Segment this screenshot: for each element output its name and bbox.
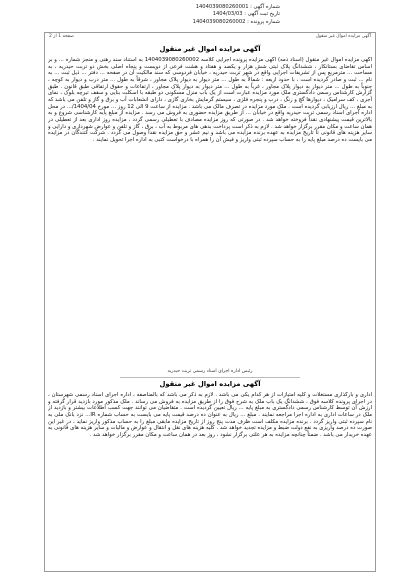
notice2-body: اداری و بارگذاری مستغلات و کلیه امتیازات از هر کدام یکی می باشد . لازم به ذکر می باشد که بالمناصفه ، اداره اجرای اسناد رسمی شهرستان ، در اجرای پرونده کلاسه فوق ، ششدانگ یک باب ملک به شرح فوق را از طریق مزایده به فروش می رساند . ملک مذکور مورد بازدید قرار گرفته و ارزش آن توسط کارشناس رسمی دادگستری به مبلغ پایه ... ریال تعیین گردیده است . متقاضیان می توانند جهت کسب اطلاعات بیشتر و بازدید از ملک در ساعات اداری به اداره اجرا مراجعه نمایند . مبلغ ... ریال به عنوان ده درصد قیمت پایه می بایست به حساب شماره IR... نزد بانک ملی به نام سپرده ثبتی واریز گردد . برنده مزایده مکلف است ظرف مدت پنج روز از تاریخ مزایده مابقی مبلغ را به حساب مذکور واریز نماید ، در غیر این صورت ده درصد واریزی به نفع دولت ضبط و مزایده تجدید خواهد شد . کلیه هزینه های نقل و انتقال و عوارض و مالیات و سایر هزینه های قانونی به عهده خریدار می باشد . ضمناً چنانچه مزایده به هر علتی برگزار نشود ، روز بعد در همان ساعت و مکان مقرر برگزار خواهد شد .	[48, 392, 372, 438]
section-divider	[120, 377, 300, 378]
header-title: آگهی مزایده اموال غیر منقول	[315, 34, 371, 39]
page-header	[45, 33, 375, 40]
notice-number: شماره آگهی : 1404039080260001	[195, 4, 280, 10]
signature-line: رئیس اداره اجرای اسناد رسمی تربت حیدریه	[167, 369, 253, 374]
registration-date: تاریخ ثبت آگهی : 1404/03/03	[212, 11, 280, 18]
notice1-body: آگهی مزایده اموال غیر منقول (اسناد ذمه) آگهی مزایده پرونده اجرایی کلاسه 1404039080260002 به استناد سند رهنی و منجز شماره ... و بر اساس تقاضای بستانکار ، ششدانگ پلاک ثبتی شش هزار و یکصد و هفتاد و هشت فرعی از دویست و پنجاه اصلی بخش دو تربت حیدریه ، به مساحت ... مترمربع پس از تشریفات اجرایی واقع در شهر تربت حیدریه ، خیابان فردوسی که سند مالکیت آن در صفحه ... دفتر ... ذیل ثبت ... به نام ... ثبت و صادر گردیده است ، با حدود اربعه : شمالاً به طول ... متر دیوار به دیوار پلاک مجاور ، شرقاً به طول ... متر درب و دیوار به کوچه ، جنوباً به طول ... متر دیوار به دیوار پلاک مجاور ، غرباً به طول ... متر دیوار به دیوار پلاک مجاور ، ارتفاعات و حقوق ارتفاقی طبق قانون . طبق گزارش کارشناس رسمی دادگستری ملک مورد مزایده عبارت است از یک باب منزل مسکونی دو طبقه با اسکلت بنایی و سقف تیرچه بلوک ، نمای آجری ، کف سرامیک ، دیوارها گچ و رنگ ، درب و پنجره فلزی ، سیستم گرمایش بخاری گازی ، دارای انشعابات آب و برق و گاز و تلفن می باشد که به مبلغ ... ریال ارزیابی گردیده است . ملک مورد مزایده در تصرف مالک می باشد . مزایده از ساعت 9 الی 12 روز ... مورخ 1404/04/... در محل اداره اجرای اسناد رسمی تربت حیدریه واقع در خیابان ... از طریق مزایده حضوری به فروش می رسد . مزایده از مبلغ پایه کارشناسی شروع و به بالاترین قیمت پیشنهادی نقداً فروخته خواهد شد . در صورتی که روز مزایده مصادف با تعطیلی رسمی گردد ، مزایده روز اداری بعد از تعطیلی در همان ساعت و مکان مقرر برگزار خواهد شد . لازم به ذکر است پرداخت بدهی های مربوط به آب ، برق ، گاز و تلفن و عوارض شهرداری و دارایی و سایر هزینه های قانونی تا تاریخ مزایده به عهده برنده مزایده می باشد و نیم عشر و حق مزایده نقداً وصول می گردد . شرکت کنندگان در مزایده می بایست ده درصد مبلغ پایه را به حساب سپرده ثبتی واریز و فیش آن را همراه با درخواست کتبی به اداره اجرا تحویل نمایند .	[48, 57, 372, 143]
notice1-title: آگهی مزایده اموال غیر منقول	[159, 45, 261, 53]
notice2-title: آگهی مزایده اموال غیر منقول	[159, 380, 261, 388]
notice-metadata	[50, 4, 280, 26]
page-counter: صفحه 1 از 2	[49, 34, 74, 39]
case-number: شماره پرونده : 1404039080260002	[192, 18, 280, 25]
